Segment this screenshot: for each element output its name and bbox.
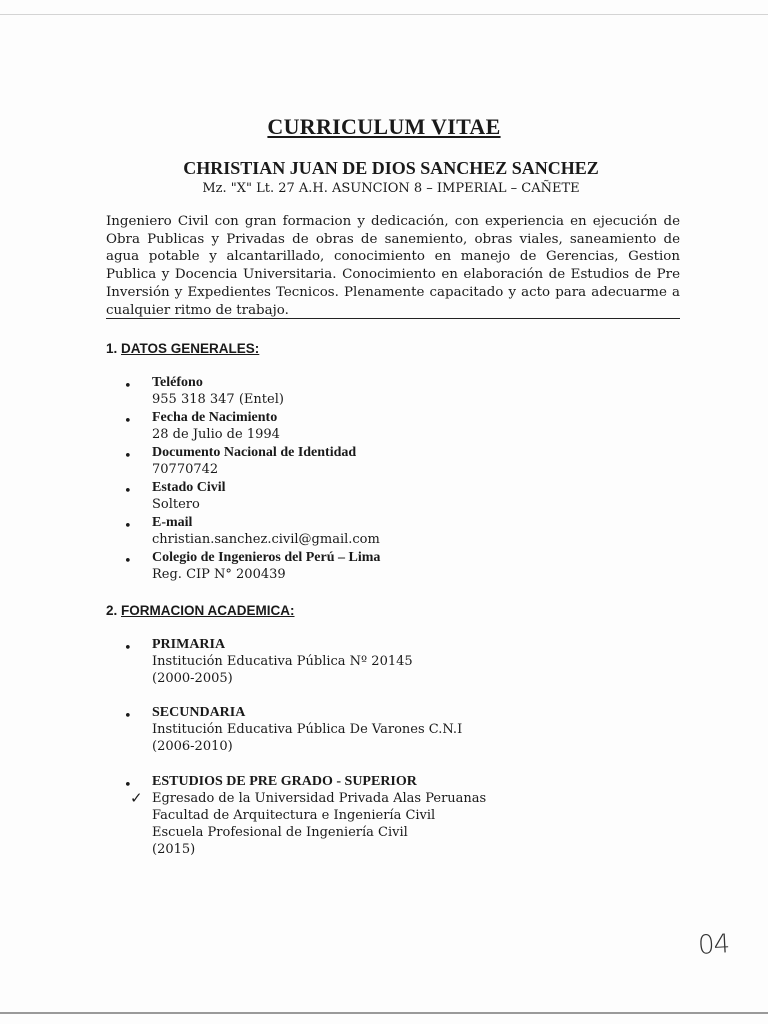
item-value-email: christian.sanchez.civil@gmail.com (152, 532, 380, 547)
item-label-secundaria: SECUNDARIA (152, 705, 246, 720)
item-value-dni: 70770742 (152, 462, 219, 477)
item-line-school: Escuela Profesional de Ingeniería Civil (152, 825, 408, 840)
section-title: DATOS GENERALES: (121, 341, 260, 356)
bullet-icon: • (124, 484, 132, 499)
item-line-university: Egresado de la Universidad Privada Alas Peruanas (152, 791, 487, 806)
item-label-email: E-mail (152, 515, 193, 530)
scan-bottom-edge (0, 1012, 768, 1014)
item-value-telefono: 955 318 347 (Entel) (152, 392, 284, 407)
bullet-icon: • (124, 449, 132, 464)
scan-top-edge (0, 14, 768, 15)
bullet-icon: • (124, 641, 132, 656)
bullet-icon: • (124, 379, 132, 394)
candidate-name: CHRISTIAN JUAN DE DIOS SANCHEZ SANCHEZ (183, 158, 599, 178)
item-line-primaria-school: Institución Educativa Pública Nº 20145 (152, 654, 413, 669)
item-label-telefono: Teléfono (152, 375, 203, 390)
section-number: 1. (106, 341, 118, 356)
document-title: CURRICULUM VITAE (267, 114, 501, 139)
handwritten-page-number: 04 (697, 929, 730, 961)
bullet-icon: • (124, 519, 132, 534)
summary-divider (106, 318, 680, 319)
item-line-secundaria-school: Institución Educativa Pública De Varones C.N.I (152, 722, 463, 737)
section-number: 2. (106, 603, 118, 618)
item-value-fecha-nacimiento: 28 de Julio de 1994 (152, 427, 280, 442)
item-line-secundaria-years: (2006-2010) (152, 739, 233, 754)
item-label-estado-civil: Estado Civil (152, 480, 226, 495)
candidate-address: Mz. "X" Lt. 27 A.H. ASUNCION 8 – IMPERIAL – CAÑETE (202, 181, 580, 196)
item-line-faculty: Facultad de Arquitectura e Ingeniería Civil (152, 808, 436, 823)
section-title: FORMACION ACADEMICA: (121, 603, 295, 618)
item-label-colegio-ingenieros: Colegio de Ingenieros del Perú – Lima (152, 550, 381, 565)
item-value-estado-civil: Soltero (152, 497, 200, 512)
item-label-fecha-nacimiento: Fecha de Nacimiento (152, 410, 278, 425)
check-mark-icon: ✓ (130, 789, 143, 807)
section-heading-formacion-academica (106, 603, 295, 618)
item-value-colegio-ingenieros: Reg. CIP N° 200439 (152, 567, 286, 582)
bullet-icon: • (124, 778, 132, 793)
bullet-icon: • (124, 554, 132, 569)
bullet-icon: • (124, 709, 132, 724)
item-line-year: (2015) (152, 842, 196, 857)
item-label-primaria: PRIMARIA (152, 637, 226, 652)
item-label-dni: Documento Nacional de Identidad (152, 445, 357, 460)
bullet-icon: • (124, 414, 132, 429)
item-label-pre-grado: ESTUDIOS DE PRE GRADO - SUPERIOR (152, 774, 417, 789)
professional-summary: Ingeniero Civil con gran formacion y dedicación, con experiencia en ejecución de Obra Publicas y Privadas de obras de sanemiento, obras viales, saneamiento de agua potable y alcantarillado, conocimiento en manejo de Gerencias, Gestion Publica y Docencia Universitaria. Conocimiento en elaboración de Estudios de Pre Inversión y Expedientes Tecnicos. Plenamente capacitado y acto para adecuarme a cualquier ritmo de trabajo. (106, 214, 680, 318)
item-line-primaria-years: (2000-2005) (152, 671, 233, 686)
section-heading-datos-generales (106, 341, 259, 356)
